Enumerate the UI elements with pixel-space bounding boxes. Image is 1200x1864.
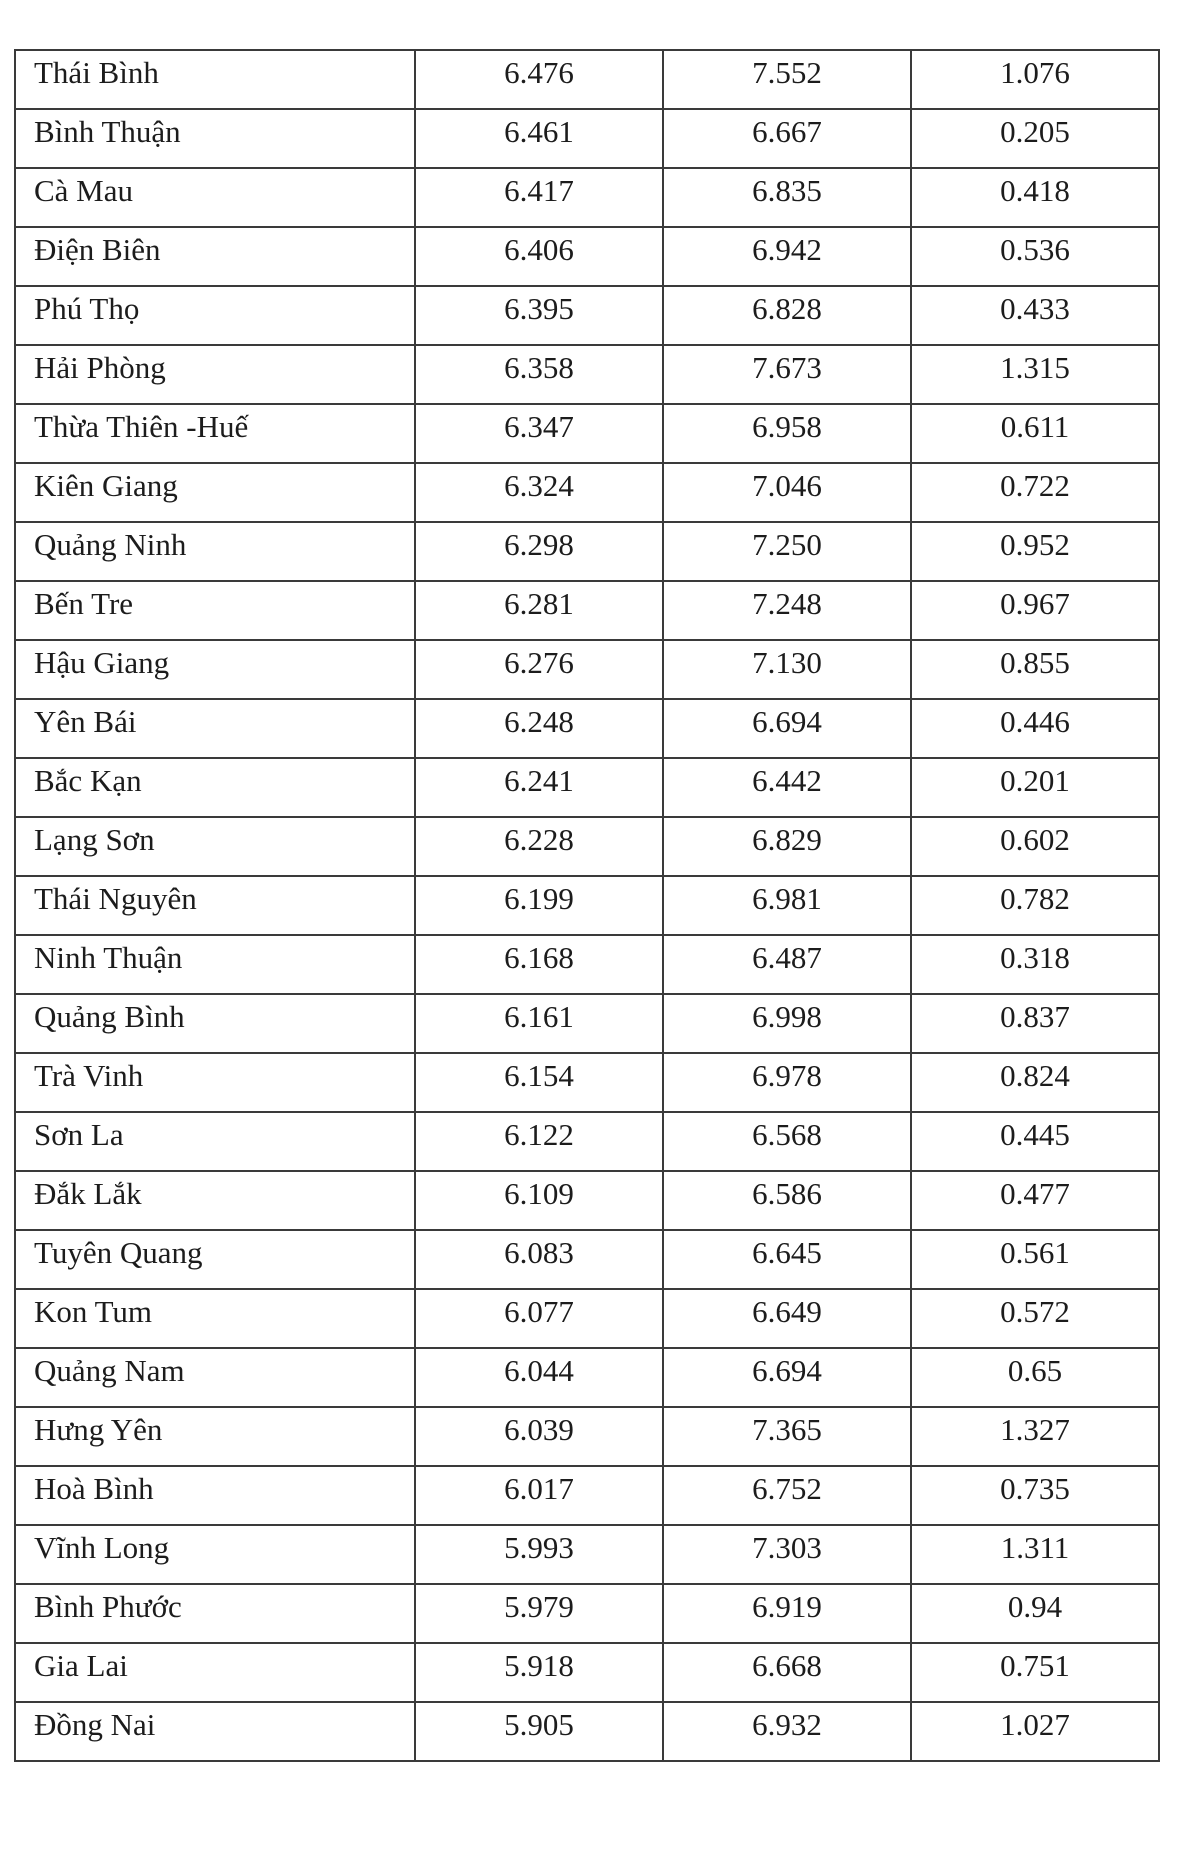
table-row [15,1407,1159,1466]
value-2-cell: 6.645 [663,1230,911,1289]
table-row [15,935,1159,994]
table-row [15,1643,1159,1702]
difference-cell: 0.418 [911,168,1159,227]
value-2-cell: 6.978 [663,1053,911,1112]
table-row [15,640,1159,699]
value-1-cell: 6.358 [415,345,663,404]
value-1-cell: 6.461 [415,109,663,168]
value-2-cell: 7.552 [663,50,911,109]
value-2-cell: 6.694 [663,699,911,758]
difference-cell: 1.076 [911,50,1159,109]
value-1-cell: 6.248 [415,699,663,758]
table-row [15,404,1159,463]
value-1-cell: 6.154 [415,1053,663,1112]
table-row [15,1289,1159,1348]
difference-cell: 0.477 [911,1171,1159,1230]
table-row [15,286,1159,345]
difference-cell: 0.572 [911,1289,1159,1348]
province-name-cell: Sơn La [15,1112,415,1171]
province-name-cell: Bình Phước [15,1584,415,1643]
province-name-cell: Gia Lai [15,1643,415,1702]
difference-cell: 1.311 [911,1525,1159,1584]
difference-cell: 1.027 [911,1702,1159,1761]
province-name-cell: Trà Vinh [15,1053,415,1112]
difference-cell: 0.611 [911,404,1159,463]
value-2-cell: 6.981 [663,876,911,935]
value-2-cell: 6.487 [663,935,911,994]
value-2-cell: 7.673 [663,345,911,404]
difference-cell: 0.837 [911,994,1159,1053]
province-name-cell: Cà Mau [15,168,415,227]
value-1-cell: 6.161 [415,994,663,1053]
value-2-cell: 6.568 [663,1112,911,1171]
difference-cell: 0.65 [911,1348,1159,1407]
value-2-cell: 6.752 [663,1466,911,1525]
province-name-cell: Bến Tre [15,581,415,640]
difference-cell: 0.824 [911,1053,1159,1112]
table-row [15,1171,1159,1230]
table-row [15,1584,1159,1643]
value-1-cell: 6.109 [415,1171,663,1230]
province-score-table [14,49,1160,1762]
table-row [15,1053,1159,1112]
value-1-cell: 6.083 [415,1230,663,1289]
province-name-cell: Thái Nguyên [15,876,415,935]
table-body [15,50,1159,1761]
value-1-cell: 6.298 [415,522,663,581]
table-row [15,581,1159,640]
value-1-cell: 6.199 [415,876,663,935]
difference-cell: 0.751 [911,1643,1159,1702]
value-1-cell: 6.347 [415,404,663,463]
province-name-cell: Yên Bái [15,699,415,758]
value-2-cell: 6.586 [663,1171,911,1230]
province-name-cell: Phú Thọ [15,286,415,345]
province-name-cell: Điện Biên [15,227,415,286]
province-name-cell: Đồng Nai [15,1702,415,1761]
table-row [15,109,1159,168]
value-2-cell: 6.932 [663,1702,911,1761]
difference-cell: 0.722 [911,463,1159,522]
table-row [15,876,1159,935]
table-row [15,227,1159,286]
table-row [15,758,1159,817]
value-1-cell: 6.039 [415,1407,663,1466]
table-row [15,168,1159,227]
value-1-cell: 6.168 [415,935,663,994]
table-row [15,1348,1159,1407]
value-1-cell: 6.228 [415,817,663,876]
value-2-cell: 6.919 [663,1584,911,1643]
table-row [15,1702,1159,1761]
difference-cell: 0.433 [911,286,1159,345]
value-2-cell: 6.998 [663,994,911,1053]
province-name-cell: Đắk Lắk [15,1171,415,1230]
value-1-cell: 6.044 [415,1348,663,1407]
province-name-cell: Quảng Ninh [15,522,415,581]
difference-cell: 0.782 [911,876,1159,935]
value-2-cell: 7.303 [663,1525,911,1584]
difference-cell: 0.536 [911,227,1159,286]
province-name-cell: Ninh Thuận [15,935,415,994]
table-row [15,1525,1159,1584]
value-2-cell: 6.649 [663,1289,911,1348]
table-row [15,699,1159,758]
difference-cell: 0.445 [911,1112,1159,1171]
table-row [15,345,1159,404]
value-2-cell: 6.958 [663,404,911,463]
difference-cell: 0.967 [911,581,1159,640]
province-name-cell: Bình Thuận [15,109,415,168]
value-1-cell: 6.077 [415,1289,663,1348]
value-2-cell: 6.442 [663,758,911,817]
difference-cell: 0.561 [911,1230,1159,1289]
value-2-cell: 6.829 [663,817,911,876]
table-row [15,1230,1159,1289]
difference-cell: 0.94 [911,1584,1159,1643]
province-name-cell: Hậu Giang [15,640,415,699]
province-name-cell: Hải Phòng [15,345,415,404]
difference-cell: 0.201 [911,758,1159,817]
value-1-cell: 6.406 [415,227,663,286]
province-name-cell: Quảng Nam [15,1348,415,1407]
value-2-cell: 6.667 [663,109,911,168]
difference-cell: 0.735 [911,1466,1159,1525]
difference-cell: 0.446 [911,699,1159,758]
province-name-cell: Quảng Bình [15,994,415,1053]
value-2-cell: 6.828 [663,286,911,345]
value-1-cell: 5.993 [415,1525,663,1584]
difference-cell: 0.602 [911,817,1159,876]
province-name-cell: Tuyên Quang [15,1230,415,1289]
difference-cell: 0.952 [911,522,1159,581]
table-row [15,1112,1159,1171]
province-name-cell: Lạng Sơn [15,817,415,876]
table-row [15,522,1159,581]
difference-cell: 1.327 [911,1407,1159,1466]
province-name-cell: Hoà Bình [15,1466,415,1525]
table-row [15,817,1159,876]
value-1-cell: 5.918 [415,1643,663,1702]
value-1-cell: 6.417 [415,168,663,227]
table-row [15,463,1159,522]
difference-cell: 0.318 [911,935,1159,994]
value-1-cell: 6.122 [415,1112,663,1171]
province-name-cell: Thừa Thiên -Huế [15,404,415,463]
value-2-cell: 6.668 [663,1643,911,1702]
table-row [15,1466,1159,1525]
value-1-cell: 6.281 [415,581,663,640]
table-row [15,50,1159,109]
province-name-cell: Kon Tum [15,1289,415,1348]
difference-cell: 0.855 [911,640,1159,699]
province-name-cell: Kiên Giang [15,463,415,522]
value-1-cell: 6.276 [415,640,663,699]
value-2-cell: 6.694 [663,1348,911,1407]
province-name-cell: Hưng Yên [15,1407,415,1466]
value-1-cell: 6.241 [415,758,663,817]
value-1-cell: 6.476 [415,50,663,109]
difference-cell: 1.315 [911,345,1159,404]
value-2-cell: 7.046 [663,463,911,522]
value-2-cell: 6.835 [663,168,911,227]
province-name-cell: Vĩnh Long [15,1525,415,1584]
province-name-cell: Thái Bình [15,50,415,109]
value-2-cell: 7.248 [663,581,911,640]
value-1-cell: 5.905 [415,1702,663,1761]
value-1-cell: 6.395 [415,286,663,345]
value-1-cell: 5.979 [415,1584,663,1643]
province-name-cell: Bắc Kạn [15,758,415,817]
value-2-cell: 7.250 [663,522,911,581]
difference-cell: 0.205 [911,109,1159,168]
value-1-cell: 6.017 [415,1466,663,1525]
value-1-cell: 6.324 [415,463,663,522]
table-row [15,994,1159,1053]
value-2-cell: 7.130 [663,640,911,699]
value-2-cell: 7.365 [663,1407,911,1466]
value-2-cell: 6.942 [663,227,911,286]
